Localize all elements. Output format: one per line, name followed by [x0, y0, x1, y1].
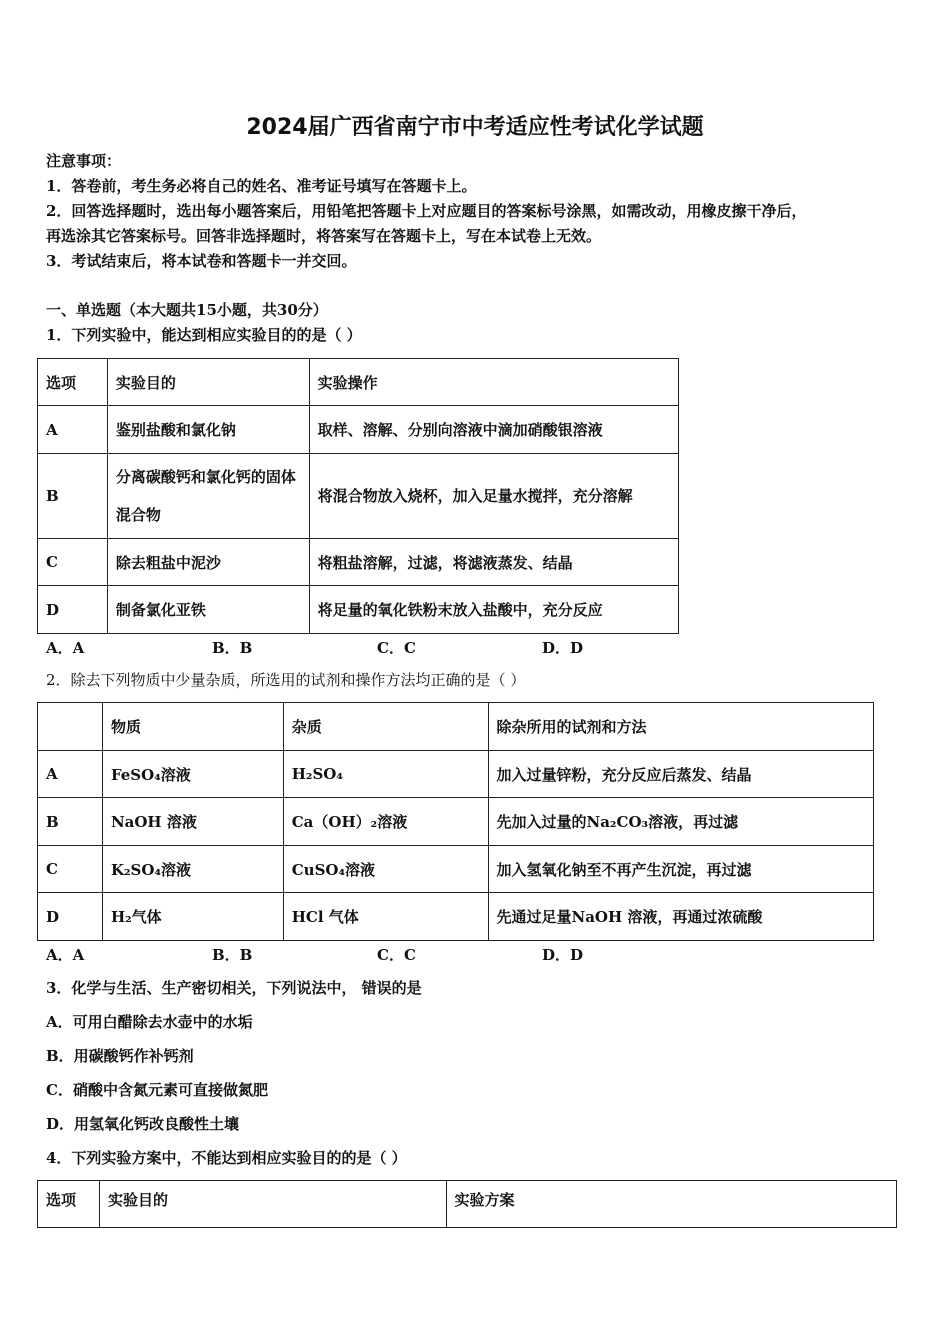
notice-item: 2．回答选择题时，选出每小题答案后，用铅笔把答题卡上对应题目的答案标号涂黑，如需改动，用橡皮擦干净后， [46, 202, 807, 220]
question-4-stem: 4．下列实验方案中，不能达到相应实验目的的是（ ） [46, 1149, 407, 1167]
answer-option[interactable]: D．D [542, 639, 584, 657]
notice-item: 3．考试结束后，将本试卷和答题卡一并交回。 [46, 252, 357, 270]
table-header: 实验目的 [99, 1181, 446, 1228]
table-header: 实验操作 [309, 359, 678, 406]
table-cell: H₂SO₄ [283, 751, 488, 798]
table-header: 除杂所用的试剂和方法 [488, 703, 874, 751]
question-1-options [46, 637, 646, 657]
answer-option[interactable]: B．B [212, 639, 253, 657]
table-header: 物质 [102, 703, 283, 751]
question-2-stem: 2．除去下列物质中少量杂质，所选用的试剂和操作方法均正确的是（ ） [46, 671, 526, 689]
question-1-stem: 1．下列实验中，能达到相应实验目的的是（ ） [46, 326, 362, 344]
question-3-stem: 3．化学与生活、生产密切相关，下列说法中， 错误的是 [46, 979, 422, 997]
table-header: 选项 [38, 1181, 100, 1228]
table-cell: CuSO₄溶液 [283, 846, 488, 893]
table-header: 实验目的 [107, 359, 309, 406]
question-4-table [37, 1180, 897, 1228]
answer-option[interactable]: D．D [542, 946, 584, 964]
question-2-options [46, 944, 646, 964]
table-cell: D [38, 893, 103, 941]
answer-option[interactable]: B．用碳酸钙作补钙剂 [46, 1047, 194, 1065]
section-heading: 一、单选题（本大题共15小题，共30分） [46, 301, 328, 319]
table-cell: 先加入过量的Na₂CO₃溶液，再过滤 [488, 798, 874, 846]
table-cell: NaOH 溶液 [102, 798, 283, 846]
table-cell: C [38, 846, 103, 893]
table-cell: HCl 气体 [283, 893, 488, 941]
notice-item: 1．答卷前，考生务必将自己的姓名、准考证号填写在答题卡上。 [46, 177, 477, 195]
table-cell: H₂气体 [102, 893, 283, 941]
table-cell: 制备氯化亚铁 [107, 586, 309, 634]
table-header: 杂质 [283, 703, 488, 751]
question-1-table [37, 358, 679, 634]
answer-option[interactable]: C．C [377, 639, 416, 657]
notice-heading: 注意事项： [46, 152, 122, 170]
table-cell: K₂SO₄溶液 [102, 846, 283, 893]
table-header [38, 703, 103, 751]
table-cell: 除去粗盐中泥沙 [107, 539, 309, 586]
table-cell: 将粗盐溶解，过滤，将滤液蒸发、结晶 [309, 539, 678, 586]
table-cell: 加入氢氧化钠至不再产生沉淀，再过滤 [488, 846, 874, 893]
table-header: 选项 [38, 359, 108, 406]
table-cell: D [38, 586, 108, 634]
answer-option[interactable]: A．可用白醋除去水壶中的水垢 [46, 1013, 253, 1031]
answer-option[interactable]: C．硝酸中含氮元素可直接做氮肥 [46, 1081, 268, 1099]
table-cell: 鉴别盐酸和氯化钠 [107, 406, 309, 454]
answer-option[interactable]: C．C [377, 946, 416, 964]
notice-item: 再选涂其它答案标号。回答非选择题时，将答案写在答题卡上，写在本试卷上无效。 [46, 227, 602, 245]
page-title: 2024届广西省南宁市中考适应性考试化学试题 [246, 115, 704, 140]
table-cell: Ca（OH）₂溶液 [283, 798, 488, 846]
answer-option[interactable]: B．B [212, 946, 253, 964]
table-cell: 分离碳酸钙和氯化钙的固体混合物 [107, 454, 309, 539]
table-header: 实验方案 [446, 1181, 896, 1228]
table-cell: A [38, 751, 103, 798]
table-cell: 加入过量锌粉，充分反应后蒸发、结晶 [488, 751, 874, 798]
table-cell: 先通过足量NaOH 溶液，再通过浓硫酸 [488, 893, 874, 941]
answer-option[interactable]: A．A [46, 639, 85, 657]
table-cell: 将足量的氧化铁粉末放入盐酸中，充分反应 [309, 586, 678, 634]
question-2-table [37, 702, 874, 941]
table-cell: B [38, 454, 108, 539]
table-cell: B [38, 798, 103, 846]
answer-option[interactable]: D．用氢氧化钙改良酸性土壤 [46, 1115, 240, 1133]
answer-option[interactable]: A．A [46, 946, 85, 964]
table-cell: 取样、溶解、分别向溶液中滴加硝酸银溶液 [309, 406, 678, 454]
table-cell: A [38, 406, 108, 454]
table-cell: C [38, 539, 108, 586]
table-cell: FeSO₄溶液 [102, 751, 283, 798]
table-cell: 将混合物放入烧杯，加入足量水搅拌，充分溶解 [309, 454, 678, 539]
